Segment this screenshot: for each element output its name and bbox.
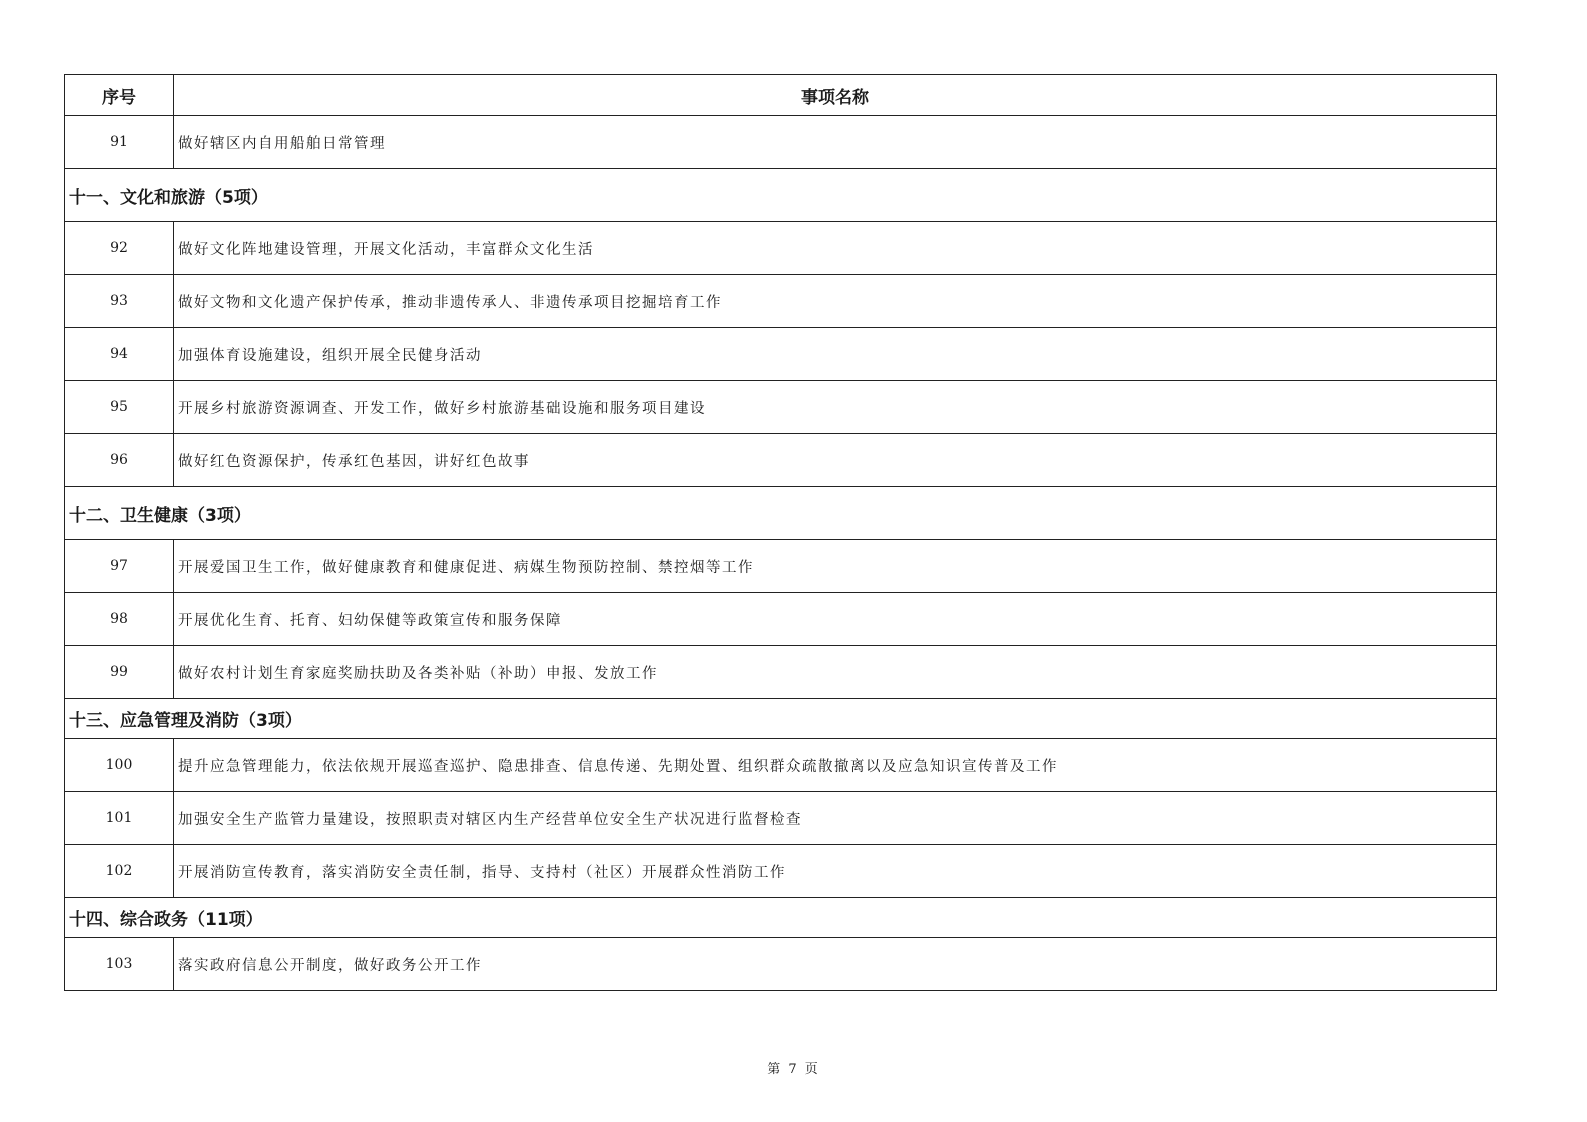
item-number: 100 — [65, 739, 174, 792]
table-row — [65, 275, 1497, 328]
item-name: 提升应急管理能力，依法依规开展巡查巡护、隐患排查、信息传递、先期处置、组织群众疏散撤离以及应急知识宣传普及工作 — [174, 739, 1497, 792]
task-list-table — [64, 74, 1497, 991]
section-header-row — [65, 487, 1497, 540]
item-number: 96 — [65, 434, 174, 487]
page-number: 第 7 页 — [767, 1062, 820, 1077]
table-row — [65, 938, 1497, 991]
table-row — [65, 381, 1497, 434]
item-name: 加强安全生产监管力量建设，按照职责对辖区内生产经营单位安全生产状况进行监督检查 — [174, 792, 1497, 845]
item-number: 93 — [65, 275, 174, 328]
item-number: 103 — [65, 938, 174, 991]
table-row — [65, 222, 1497, 275]
item-name: 开展爱国卫生工作，做好健康教育和健康促进、病媒生物预防控制、禁控烟等工作 — [174, 540, 1497, 593]
table-row — [65, 540, 1497, 593]
item-name: 开展消防宣传教育，落实消防安全责任制，指导、支持村（社区）开展群众性消防工作 — [174, 845, 1497, 898]
item-name: 做好文化阵地建设管理，开展文化活动，丰富群众文化生活 — [174, 222, 1497, 275]
section-header-row — [65, 169, 1497, 222]
section-title: 十二、卫生健康（3项） — [65, 487, 1497, 540]
item-name: 做好农村计划生育家庭奖励扶助及各类补贴（补助）申报、发放工作 — [174, 646, 1497, 699]
item-name: 做好辖区内自用船舶日常管理 — [174, 116, 1497, 169]
table-header-row — [65, 75, 1497, 116]
item-name: 开展优化生育、托育、妇幼保健等政策宣传和服务保障 — [174, 593, 1497, 646]
column-header-no: 序号 — [65, 75, 174, 116]
item-number: 91 — [65, 116, 174, 169]
item-number: 101 — [65, 792, 174, 845]
item-name: 落实政府信息公开制度，做好政务公开工作 — [174, 938, 1497, 991]
item-name: 加强体育设施建设，组织开展全民健身活动 — [174, 328, 1497, 381]
item-number: 92 — [65, 222, 174, 275]
table-row — [65, 792, 1497, 845]
section-header-row — [65, 898, 1497, 938]
table-row — [65, 739, 1497, 792]
item-number: 94 — [65, 328, 174, 381]
section-title: 十一、文化和旅游（5项） — [65, 169, 1497, 222]
section-title: 十三、应急管理及消防（3项） — [65, 699, 1497, 739]
item-name: 开展乡村旅游资源调查、开发工作，做好乡村旅游基础设施和服务项目建设 — [174, 381, 1497, 434]
item-name: 做好红色资源保护，传承红色基因，讲好红色故事 — [174, 434, 1497, 487]
table-row — [65, 593, 1497, 646]
section-title: 十四、综合政务（11项） — [65, 898, 1497, 938]
item-number: 95 — [65, 381, 174, 434]
section-header-row — [65, 699, 1497, 739]
item-number: 102 — [65, 845, 174, 898]
table-row — [65, 116, 1497, 169]
item-number: 99 — [65, 646, 174, 699]
item-number: 97 — [65, 540, 174, 593]
column-header-name: 事项名称 — [174, 75, 1497, 116]
table-row — [65, 845, 1497, 898]
table-row — [65, 434, 1497, 487]
table-row — [65, 328, 1497, 381]
item-name: 做好文物和文化遗产保护传承，推动非遗传承人、非遗传承项目挖掘培育工作 — [174, 275, 1497, 328]
item-number: 98 — [65, 593, 174, 646]
table-body — [65, 116, 1497, 991]
table-row — [65, 646, 1497, 699]
